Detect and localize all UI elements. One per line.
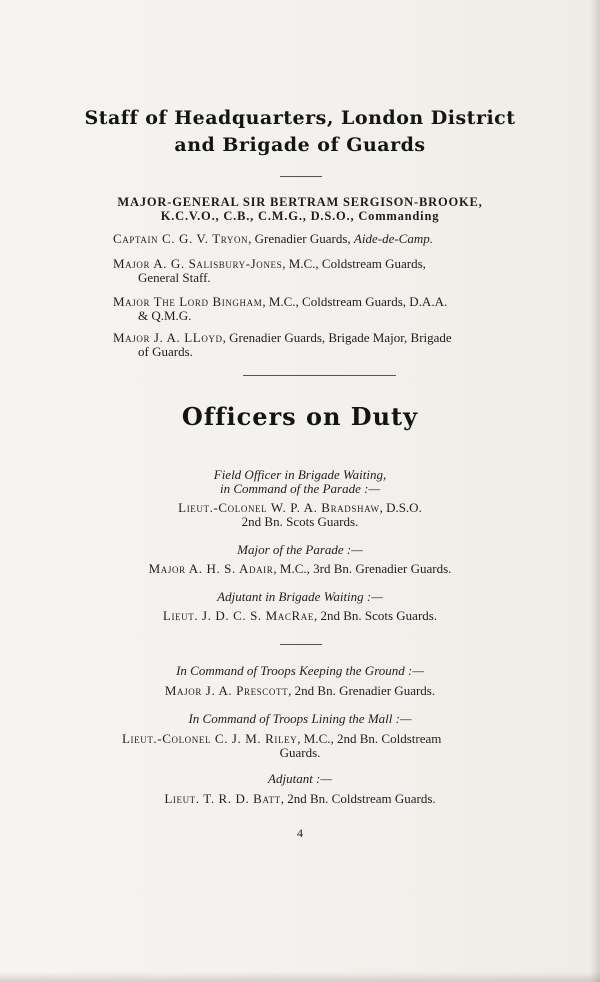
duty-entry-macrae — [0, 608, 600, 624]
field-officer-label-line2: in Command of the Parade :— — [220, 481, 380, 496]
troops-mall-label: In Command of Troops Lining the Mall :— — [188, 711, 412, 726]
page-bottom-shadow — [0, 972, 600, 982]
staff-heading-line1: Staff of Headquarters, London District — [84, 107, 516, 129]
officer-name: Lieut. T. R. D. Batt — [164, 791, 281, 806]
adjutant-brigade-label: Adjutant in Brigade Waiting :— — [217, 589, 383, 604]
major-parade-label: Major of the Parade :— — [237, 542, 363, 557]
officer-detail: , 2nd Bn. Grenadier Guards. — [288, 683, 436, 698]
officer-detail: , M.C., Coldstream Guards, — [282, 256, 426, 271]
page-number: 4 — [297, 826, 303, 840]
commander-line1: MAJOR-GENERAL SIR BERTRAM SERGISON-BROOKE, — [117, 195, 483, 209]
officer-name: Lieut.-Colonel C. J. M. Riley — [122, 731, 298, 746]
officer-name: Lieut. J. D. C. S. MacRae — [162, 608, 314, 623]
officer-detail: , M.C., 3rd Bn. Grenadier Guards. — [273, 561, 452, 576]
troops-ground-label: In Command of Troops Keeping the Ground :— — [176, 663, 424, 678]
officer-detail: , Grenadier Guards, — [248, 231, 354, 246]
officer-name: Captain C. G. V. Tryon — [113, 231, 249, 246]
officer-detail: , Grenadier Guards, Brigade Major, Brigade — [222, 330, 452, 345]
staff-heading-line2: and Brigade of Guards — [174, 134, 426, 156]
duty-divider — [280, 644, 322, 645]
staff-entry-tryon — [113, 231, 433, 247]
officer-detail: , D.S.O. — [379, 500, 422, 515]
officer-detail: , M.C., 2nd Bn. Coldstream — [297, 731, 442, 746]
duty-entry-riley-line2: Guards. — [279, 745, 321, 760]
staff-entry-lloyd-line2: of Guards. — [138, 344, 193, 359]
commander-line2: K.C.V.O., C.B., C.M.G., D.S.O., Commanding — [160, 209, 440, 223]
officer-name: Major The Lord Bingham — [113, 294, 263, 309]
field-officer-label-line1: Field Officer in Brigade Waiting, — [213, 467, 387, 482]
officer-name: Major J. A. LLoyd — [113, 330, 223, 345]
duty-entry-batt — [0, 791, 600, 807]
officer-name: Major J. A. Prescott — [164, 683, 289, 698]
adjutant-label: Adjutant :— — [268, 771, 332, 786]
section-divider — [243, 375, 396, 376]
duty-entry-prescott — [0, 683, 600, 699]
duty-entry-bradshaw-line2: 2nd Bn. Scots Guards. — [241, 514, 359, 529]
officer-name: Lieut.-Colonel W. P. A. Bradshaw — [178, 500, 380, 515]
officer-detail: , M.C., Coldstream Guards, D.A.A. — [262, 294, 448, 309]
staff-entry-bingham-line2: & Q.M.G. — [138, 308, 192, 323]
officer-name: Major A. G. Salisbury-Jones — [113, 256, 283, 271]
duty-entry-adair — [0, 561, 600, 577]
officer-detail: , 2nd Bn. Coldstream Guards. — [280, 791, 436, 806]
officer-role: Aide-de-Camp. — [353, 231, 433, 246]
heading-divider — [280, 176, 322, 177]
officer-detail: , 2nd Bn. Scots Guards. — [313, 608, 438, 623]
officer-name: Major A. H. S. Adair — [148, 561, 274, 576]
staff-entry-salisbury-jones-line2: General Staff. — [138, 270, 211, 285]
duty-heading: Officers on Duty — [181, 402, 419, 431]
